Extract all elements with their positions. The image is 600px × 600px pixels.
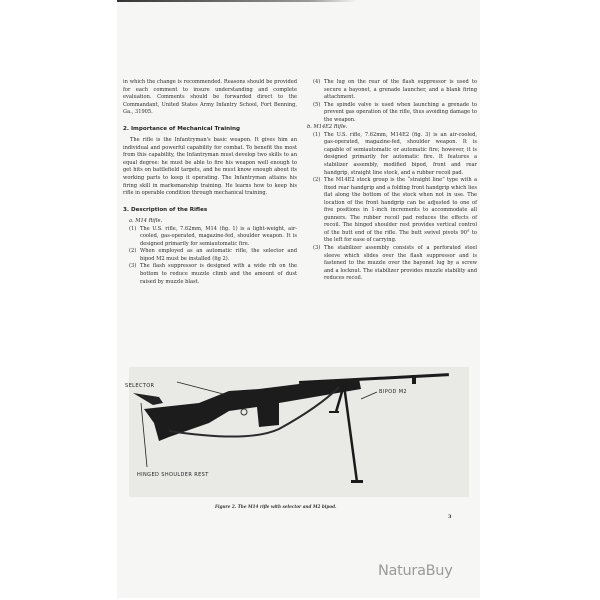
shoulder-rest-label: HINGED SHOULDER REST: [137, 472, 209, 478]
right-column: [307, 79, 477, 283]
list-item: (5) The spindle valve is used when launching a grenade to prevent gas operation of the rifle, thus avoiding damage to the weapon.: [313, 101, 477, 123]
list-item: (3) The stabilizer assembly consists of a perforated steel sleeve which slides over the flash suppressor and is fastened to the muzzle over the bayonet lug by a screw and a locknut. The stabilizer provides muzzle stability and reduces recoil.: [313, 245, 477, 282]
list-item: (3) The flash suppressor is designed with a wide rib on the bottom to reduce muzzle climb and the amount of dust raised by muzzle blast.: [129, 263, 297, 285]
section-2-heading: 2. Importance of Mechanical Training: [123, 125, 241, 132]
bipod-label: BIPOD M2: [379, 389, 407, 395]
figure-caption: Figure 2. The M14 rifle with selector and M2 bipod.: [215, 504, 337, 509]
list-item: (1) The U.S. rifle, 7.62mm, M14 (fig. 1) is a light-weight, air-cooled, gas-operated, magazine-fed, shoulder weapon. It is designed primarily for semiautomatic fire.: [129, 225, 297, 247]
list-item: (2) The M14E2 stock group is the “straight line” type with a fixed rear handgrip and a folding front handgrip which lies flat along the bottom of the stock when not in use. The location of the front handgrip can be adjusted to one of five positions in 1-inch increments to accommodate all gunners. The rubber recoil pad reduces the effects of recoil. The hinged shoulder rest provides vertical control of the butt end of the rifle. The butt swivel pivots 90° to the left for ease of carrying.: [313, 177, 477, 244]
intro-paragraph: in which the change is recommended. Reasons should be provided for each comment to insure understanding and complete evaluation. Comments should be forwarded direct to the Commandant, United States Army Infantry School, Fort Benning, Ga., 31905.: [123, 79, 297, 116]
section-2-body: The rifle is the Infantryman's basic weapon. It gives him an individual and powerful capability for combat. To benefit the most from this capability, the Infantryman must develop two skills to an equal degree: he must be able to fire his weapon well enough to get hits on battlefield targets, and he must know enough about its working parts to keep it operating. The Infantryman attains his firing skill in marksmanship training. He learns how to keep his rifle in operable condition through mechanical training.: [123, 137, 297, 197]
watermark: NaturaBuy: [378, 563, 453, 579]
list-item: (2) When employed as an automatic rifle, the selector and bipod M2 must be installed (fig 2).: [129, 248, 297, 262]
list-item: (4) The lug on the rear of the flash suppressor is used to secure a bayonet, a grenade launcher, and a blank firing attachment.: [313, 79, 477, 101]
list-item: (1) The U.S. rifle, 7.62mm, M14E2 (fig. 3) is an air-cooled, gas-operated, magazine-fed, shoulder weapon. It is capable of semiautomatic or automatic fire; however, it is designed primarily for automatic fire. It features a stabilizer assembly, modified bipod, front and rear handgrip, straight line stock, and a rubber recoil pad.: [313, 131, 477, 176]
left-column: [123, 79, 297, 286]
section-3-heading: 3. Description of the Rifles: [123, 206, 208, 213]
scan-edge: [117, 0, 357, 2]
selector-label: SELECTOR: [125, 383, 155, 389]
page-number: 3: [448, 514, 452, 520]
document-page: [117, 0, 480, 598]
subsection-a-heading: a. M14 Rifle.: [129, 218, 163, 225]
subsection-b-heading: b. M14E2 Rifle.: [307, 124, 348, 131]
rifle-figure: [125, 367, 469, 497]
